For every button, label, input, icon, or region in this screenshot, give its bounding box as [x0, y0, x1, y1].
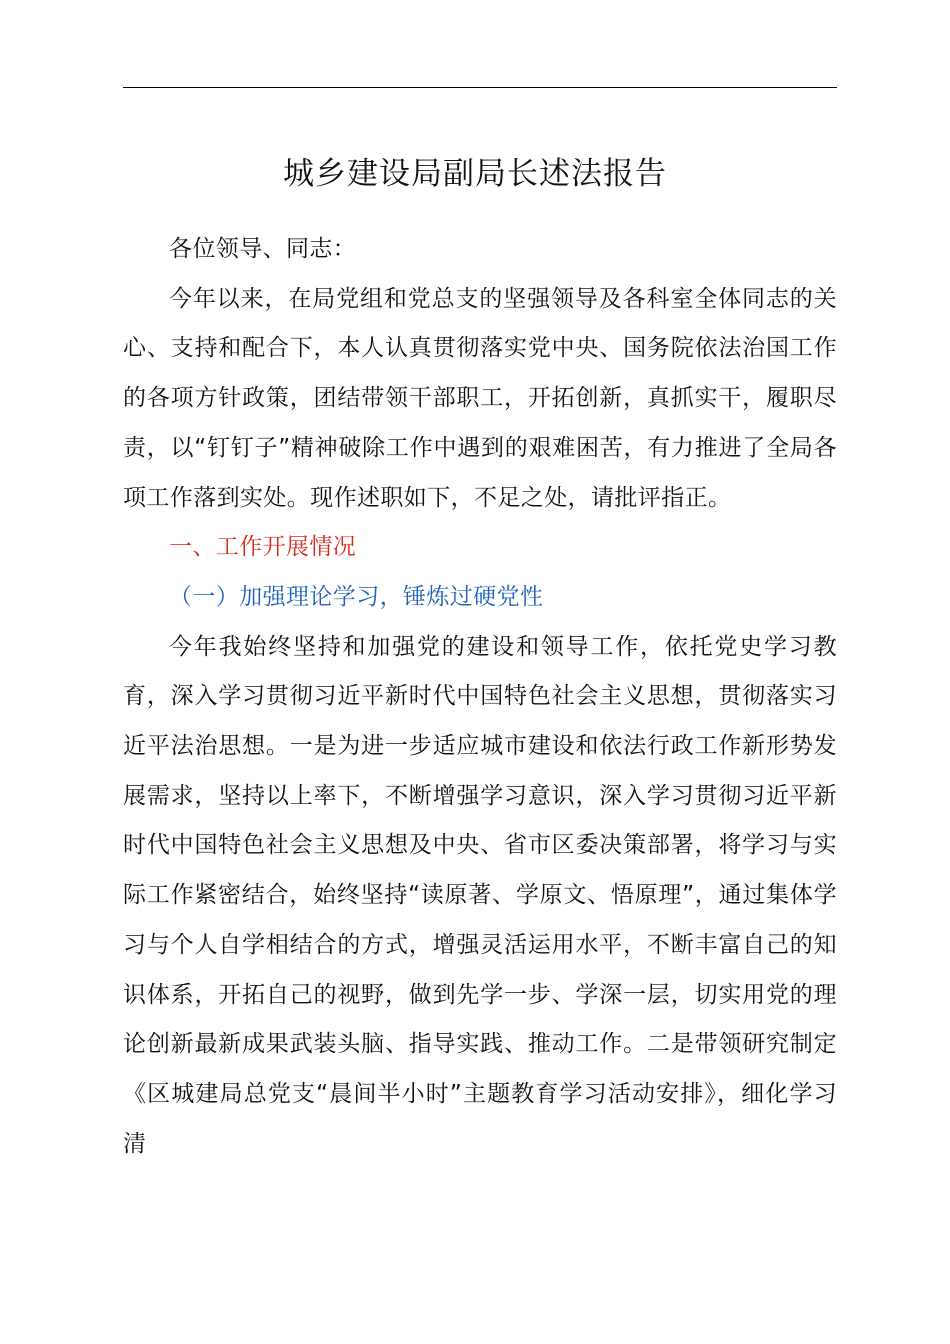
body-paragraph: 今年我始终坚持和加强党的建设和领导工作，依托党史学习教育，深入学习贯彻习近平新时代中国特色社会主义思想，贯彻落实习近平法治思想。一是为进一步适应城市建设和依法行政工作新形势发展需求，坚持以上率下，不断增强学习意识，深入学习贯彻习近平新时代中国特色社会主义思想及中央、省市区委决策部署，将学习与实际工作紧密结合，始终坚持“读原著、学原文、悟原理”，通过集体学习与个人自学相结合的方式，增强灵活运用水平，不断丰富自己的知识体系，开拓自己的视野，做到先学一步、学深一层，切实用党的理论创新最新成果武装头脑、指导实践、推动工作。二是带领研究制定《区城建局总党支“晨间半小时”主题教育学习活动安排》，细化学习清: [123, 633, 837, 1157]
document-title: 城乡建设局副局长述法报告: [283, 156, 667, 192]
subsection-heading: （一）加强理论学习，锤炼过硬党性: [169, 583, 544, 610]
intro-paragraph: 今年以来，在局党组和党总支的坚强领导及各科室全体同志的关心、支持和配合下，本人认真贯彻落实党中央、国务院依法治国工作的各项方针政策，团结带领干部职工，开拓创新，真抓实干，履职尽责，以“钉钉子”精神破除工作中遇到的艰难困苦，有力推进了全局各项工作落到实处。现作述职如下，不足之处，请批评指正。: [123, 285, 837, 511]
header-rule: [123, 87, 837, 88]
document-body: [123, 225, 837, 1169]
section-heading: 一、工作开展情况: [169, 534, 357, 561]
salutation: 各位领导、同志：: [169, 236, 357, 262]
